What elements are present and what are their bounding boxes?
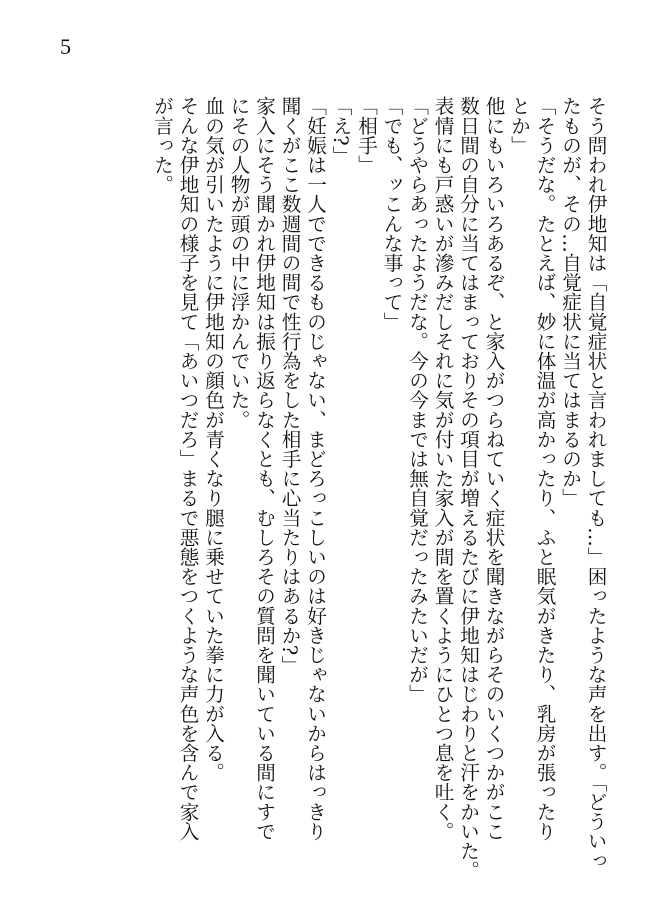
text-line: たものが、その…自覚症状に当てはまるのか」	[558, 96, 582, 508]
text-line: が言った。	[150, 96, 174, 194]
vertical-body-text	[149, 96, 608, 880]
text-line: 「そうだな。たとえば、妙に体温が高かったり、ふと眠気がきたり、乳房が張ったり	[533, 96, 556, 841]
text-line: 家入にそう聞かれ伊地知は振り返らなくとも、むしろその質問を聞いている間にすで	[252, 96, 276, 841]
text-line: そう問われ伊地知は「自覚症状と言われましても…」困ったような声を出す。「どういっ	[584, 96, 607, 871]
text-line: にその人物が頭の中に浮かんでいた。	[227, 96, 250, 430]
text-line: 「妊娠は一人でできるものじゃない、まどろっこしいのは好きじゃないからはっきり	[303, 96, 327, 841]
text-line: 「どうやらあったようだな。今の今までは無自覚だったみたいだが」	[405, 96, 429, 704]
text-line: 聞くがここ数週間の間で性行為をした相手に心当たりはあるか?」	[278, 96, 301, 675]
text-line: 表情にも戸惑いが滲みだしそれに気が付いた家入が間を置くようにひとつ息を吐く。	[431, 96, 454, 841]
text-line: 血の気が引いたように伊地知の顔色が青くなり腿に乗せていた拳に力が入る。	[201, 96, 225, 782]
text-line: とか」	[507, 96, 531, 155]
text-line: 他にもいろいろあるぞ、と家入がつらねていく症状を聞きながらそのいくつかがここ	[482, 96, 505, 841]
text-line: 数日間の自分に当てはまっておりその項目が増えるたびに伊地知はじわりと汗をかいた。	[456, 96, 480, 880]
text-line: 「でも、ッこんな事って」	[380, 96, 403, 332]
text-line: 「相手」	[354, 96, 378, 175]
page-number: 5	[60, 34, 71, 59]
text-line: そんな伊地知の様子を見て「あいつだろ」まるで悪態をつくような声色を含んで家入	[176, 96, 199, 841]
text-line: 「え?」	[329, 96, 352, 166]
